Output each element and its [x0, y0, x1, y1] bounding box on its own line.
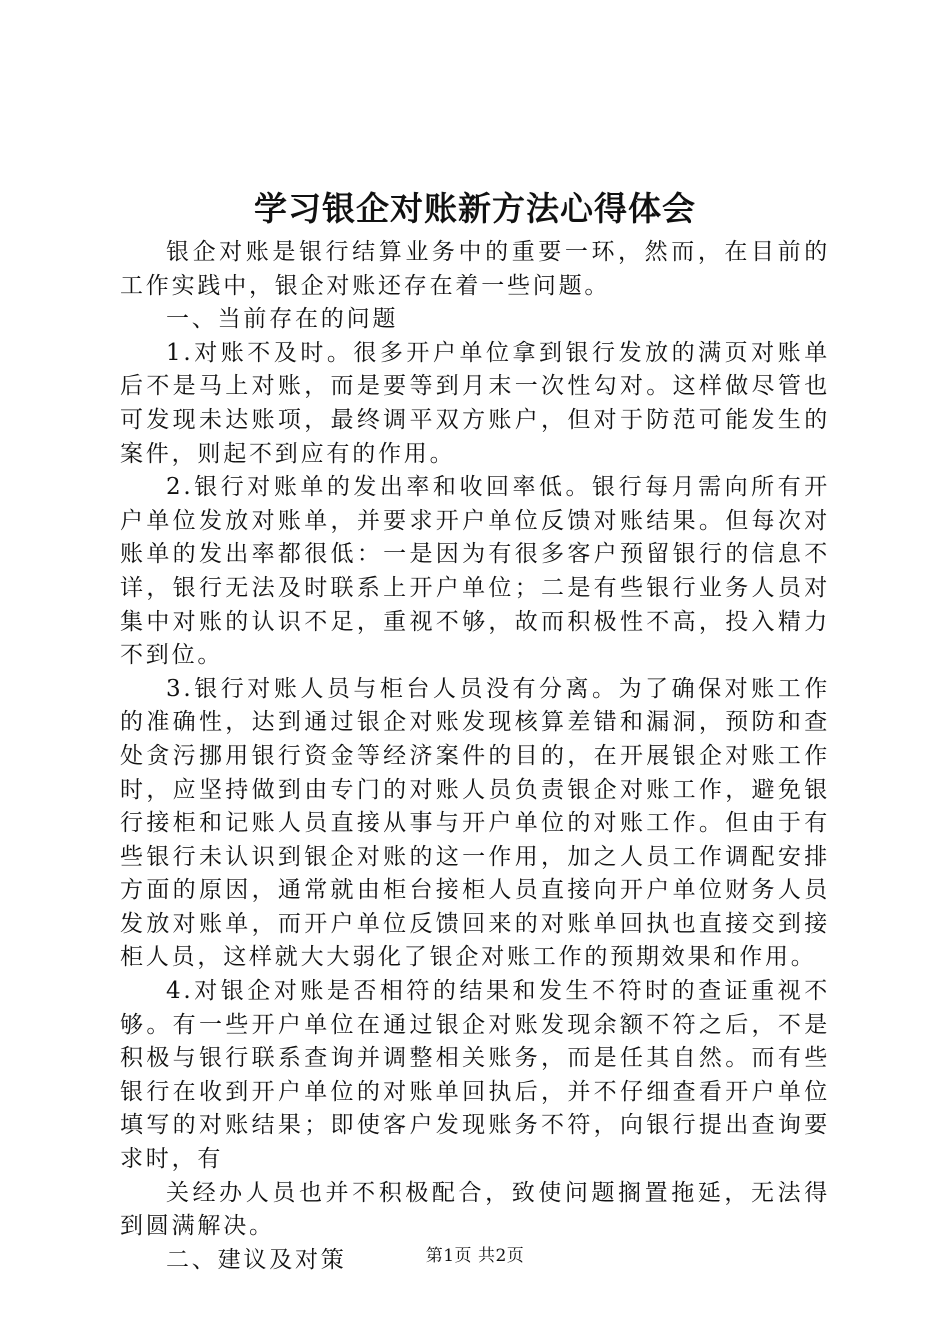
document-body	[120, 236, 830, 1277]
problem-2-paragraph: 2.银行对账单的发出率和收回率低。银行每月需向所有开户单位发放对账单，并要求开户单位反馈对账结果。但每次对账单的发出率都很低：一是因为有很多客户预留银行的信息不详，银行无法及时联系上开户单位；二是有些银行业务人员对集中对账的认识不足，重视不够，故而积极性不高，投入精力不到位。	[120, 474, 830, 669]
problem-4-paragraph: 4.对银企对账是否相符的结果和发生不符时的查证重视不够。有一些开户单位在通过银企对账发现余额不符之后，不是积极与银行联系查询并调整相关账务，而是任其自然。而有些银行在收到开户单位的对账单回执后，并不仔细查看开户单位填写的对账结果；即使客户发现账务不符，向银行提出查询要求时，有	[120, 978, 830, 1173]
section-heading-problems: 一、当前存在的问题	[166, 306, 399, 333]
page-footer: 第1页 共2页	[425, 1246, 525, 1266]
intro-paragraph: 银企对账是银行结算业务中的重要一环，然而，在目前的工作实践中，银企对账还存在着一些问题。	[120, 239, 830, 299]
problem-3-paragraph: 3.银行对账人员与柜台人员没有分离。为了确保对账工作的准确性，达到通过银企对账发现核算差错和漏洞，预防和查处贪污挪用银行资金等经济案件的目的，在开展银企对账工作时，应坚持做到由专门的对账人员负责银企对账工作，避免银行接柜和记账人员直接从事与开户单位的对账工作。但由于有些银行未认识到银企对账的这一作用，加之人员工作调配安排方面的原因，通常就由柜台接柜人员直接向开户单位财务人员发放对账单，而开户单位反馈回来的对账单回执也直接交到接柜人员，这样就大大弱化了银企对账工作的预期效果和作用。	[120, 675, 830, 971]
problem-4-continuation-paragraph: 关经办人员也并不积极配合，致使问题搁置拖延，无法得到圆满解决。	[120, 1179, 830, 1240]
document-title: 学习银企对账新方法心得体会	[254, 189, 696, 228]
section-heading-suggestions: 二、建议及对策	[166, 1246, 347, 1273]
problem-1-paragraph: 1.对账不及时。很多开户单位拿到银行发放的满页对账单后不是马上对账，而是要等到月末一次性勾对。这样做尽管也可发现未达账项，最终调平双方账户，但对于防范可能发生的案件，则起不到应有的作用。	[120, 339, 830, 467]
